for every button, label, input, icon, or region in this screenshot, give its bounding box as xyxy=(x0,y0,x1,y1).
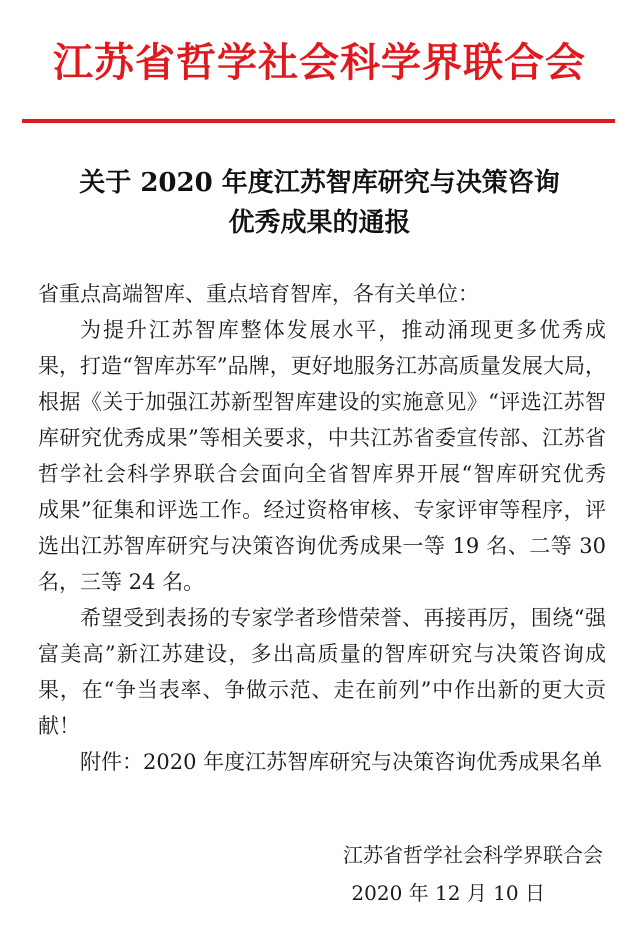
signature-org: 江苏省哲学社会科学界联合会 xyxy=(343,843,603,867)
paragraph-1-line: 成果”征集和评选工作。经过资格审核、专家评审等程序，评 xyxy=(38,498,606,522)
document-title-line-1: 关于 2020 年度江苏智库研究与决策咨询 xyxy=(79,168,560,198)
document-body xyxy=(38,276,606,780)
paragraph-1-line: 根据《关于加强江苏新型智库建设的实施意见》“评选江苏智 xyxy=(38,390,606,414)
paragraph-1-line: 果，打造“智库苏军”品牌，更好地服务江苏高质量发展大局， xyxy=(38,354,606,378)
attachment-note: 附件：2020 年度江苏智库研究与决策咨询优秀成果名单 xyxy=(80,750,603,774)
letterhead-divider xyxy=(22,119,615,123)
paragraph-1-line: 库研究优秀成果”等相关要求，中共江苏省委宣传部、江苏省 xyxy=(38,426,606,450)
org-letterhead: 江苏省哲学社会科学界联合会 xyxy=(53,40,586,86)
paragraph-1-line: 哲学社会科学界联合会面向全省智库界开展“智库研究优秀 xyxy=(38,462,606,486)
paragraph-2-line: 希望受到表扬的专家学者珍惜荣誉、再接再厉，围绕“强 xyxy=(80,606,606,630)
document-title-line-2: 优秀成果的通报 xyxy=(228,208,411,238)
paragraph-1-line: 为提升江苏智库整体发展水平，推动涌现更多优秀成 xyxy=(80,318,606,342)
paragraph-2-line: 富美高”新江苏建设，多出高质量的智库研究与决策咨询成 xyxy=(38,642,606,666)
signature-date: 2020 年 12 月 10 日 xyxy=(351,881,545,905)
paragraph-1-line: 名，三等 24 名。 xyxy=(38,570,205,594)
document-title xyxy=(0,163,639,243)
paragraph-2-line: 果，在“争当表率、争做示范、走在前列”中作出新的更大贡 xyxy=(38,678,606,702)
signature-block xyxy=(303,836,603,912)
salutation: 省重点高端智库、重点培育智库，各有关单位： xyxy=(38,282,479,306)
paragraph-2-line: 献！ xyxy=(38,714,80,738)
paragraph-1-line: 选出江苏智库研究与决策咨询优秀成果一等 19 名、二等 30 xyxy=(38,534,606,558)
